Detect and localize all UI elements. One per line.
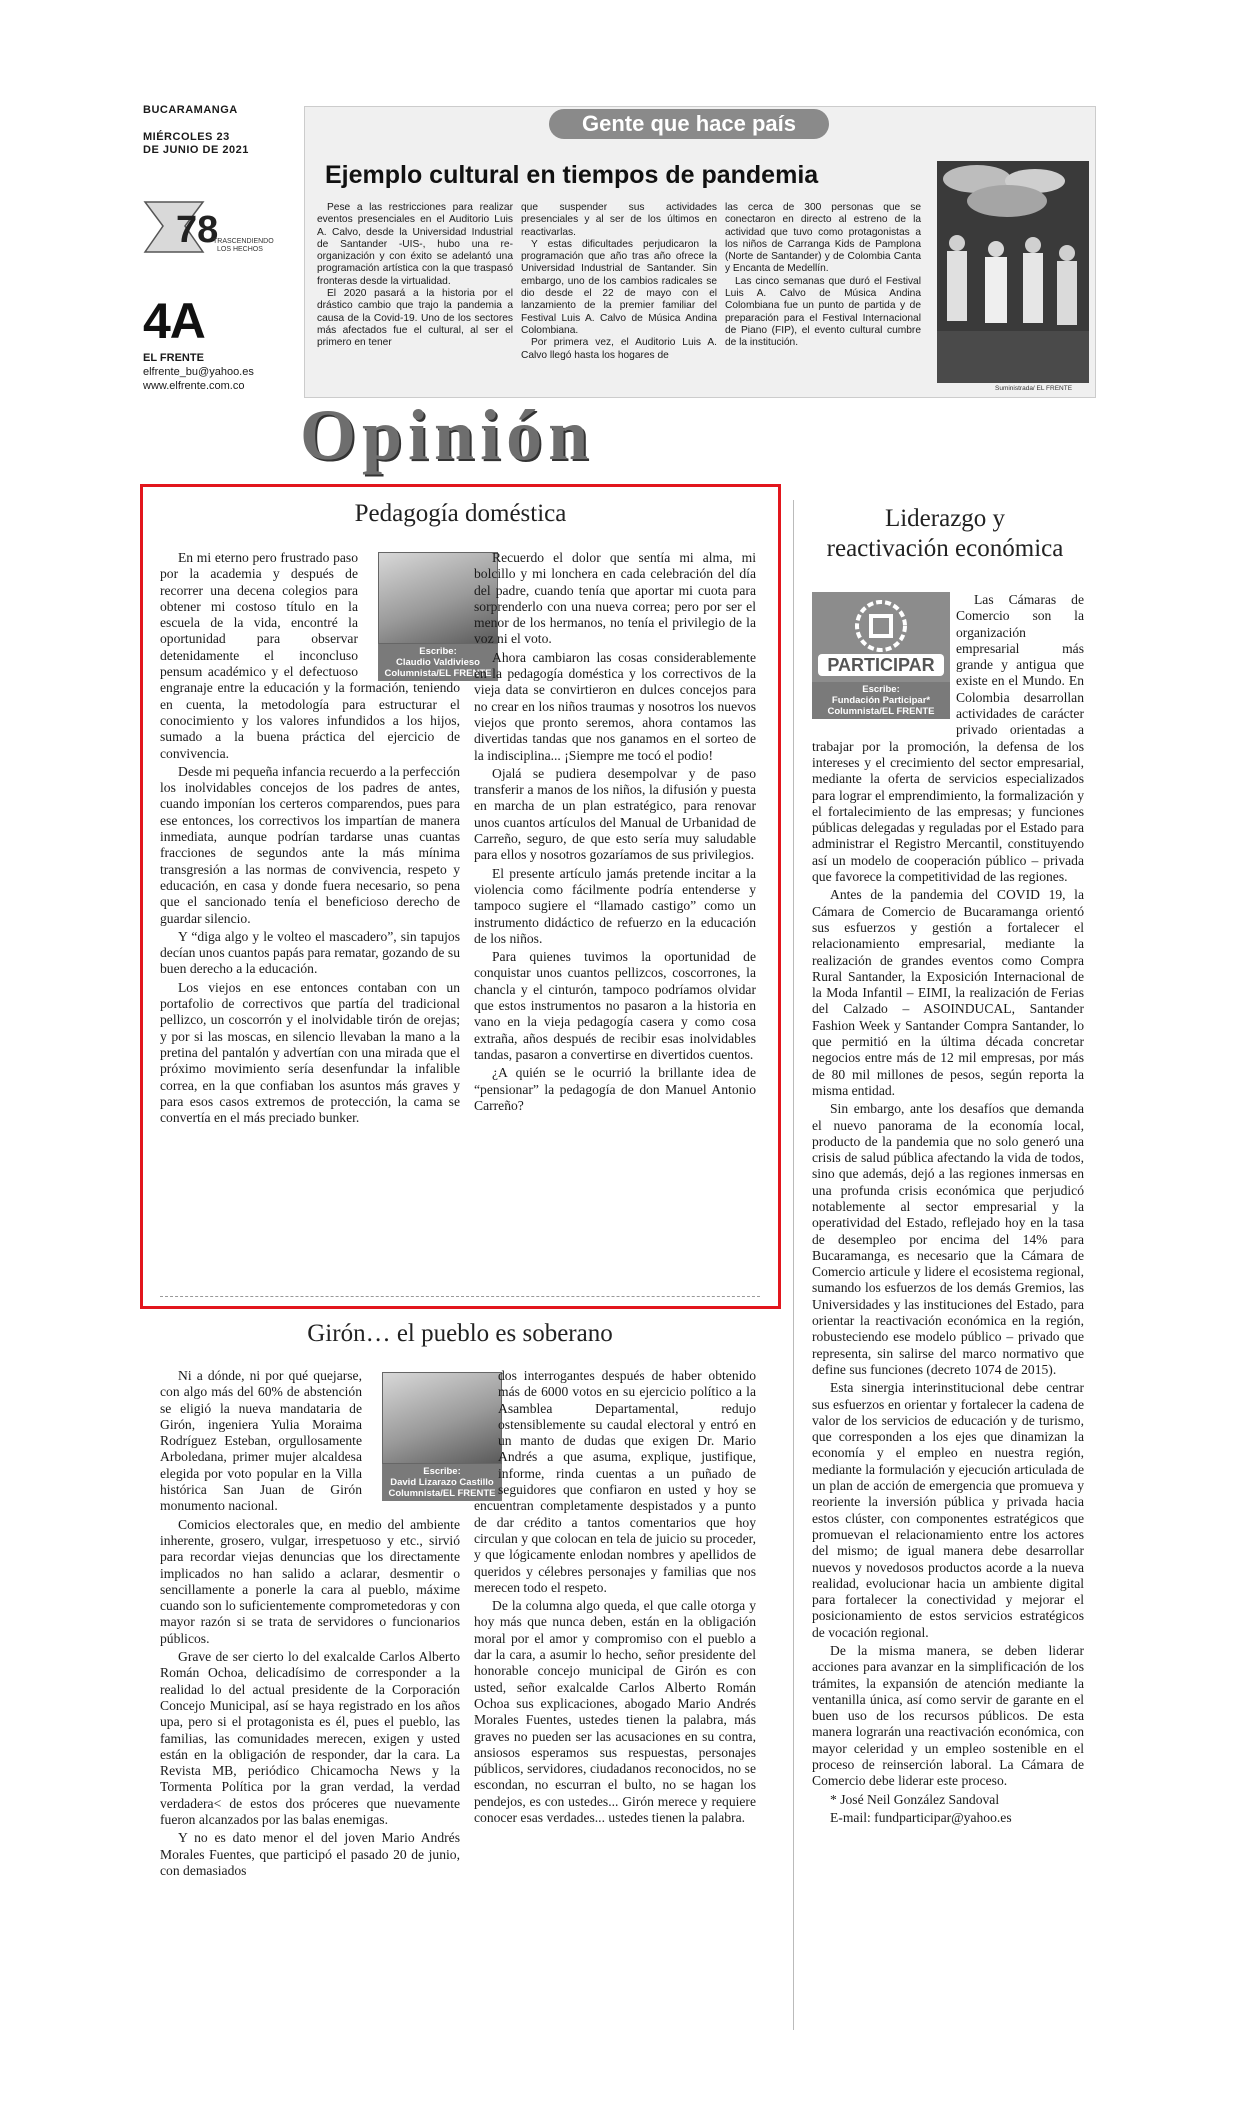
article3-title — [800, 504, 1090, 564]
section-title: Opinión — [300, 395, 595, 475]
byline-name: David Lizarazo Castillo — [390, 1477, 494, 1488]
byline-role: Columnista/EL FRENTE — [827, 706, 935, 717]
feature-para: las cerca de 300 personas que se conectaron en directo al estreno de la actividad que tuvo como protagonistas a los niños de Carranga Kids de Pamplona (Norte de Santander) y de Colombia Canta y Encanta de Medellín. — [725, 202, 921, 275]
article1-col-1 — [160, 550, 460, 1128]
article1-para: Los viejos en ese entonces contaban con un portafolio de correctivos que partía del tradicional pellizco, un coscorrón y el inolvidable tirón de orejas; y por si las moscas, en silencio llevaban la mano a la pretina del pantalón y advertían con una mirada que el próximo movimiento sería desenfundar la infalible correa, en la que confiaban los asuntos más graves y para esos casos extremos de protección, la cama se convertía en el más preciado bunker. — [160, 979, 460, 1126]
article3-intro: Las Cámaras de Comercio son la organización empresarial más grande y antigua que existe en el Mundo. En Colombia desarrollan actividades de carácter privado orientadas a trabajar por la promoción, la defensa de los intereses y el crecimiento del sector empresarial, mediante la oferta de servicios especializados para lograr el emprendimiento, la formalización y el fortalecimiento de las empresas; y funciones públicas delegadas y reguladas por el Estado para administrar el Registro Mercantil, constituyendo así un modelo de cooperación público – privada que favorece la competitividad de las regiones. — [812, 592, 1084, 885]
article3-title-line-1: Liderazgo y — [884, 505, 1006, 532]
article1-col-2 — [474, 550, 756, 1116]
anniversary-number: 78 — [176, 209, 219, 251]
article3-para: Esta sinergia interinstitucional debe centrar sus esfuerzos en orientar y fortalecer la cadena de valor de los servicios de educación y de turismo, que corresponden a los ejes que dinamizan la economía y el empleo en nuestra región, mediante la formulación y ejecución articulada de un plan de acción de emergencia que promueva y reoriente la inversión pública y privada hacia estos clúster, con componentes estratégicos que promuevan el relacionamiento entre los actores del mismo; de igual manera debe desarrollar nuevos y novedosos productos acorde a la nueva realidad, evolucionar hacia un ambiente digital para fortalecer la conectividad y mejorar el posicionamiento de estos servicios estratégicos de vocación regional. — [812, 1380, 1084, 1640]
byline-label: Escribe: — [423, 1466, 461, 1477]
paper-email: elfrente_bu@yahoo.es — [143, 366, 254, 378]
article1-para: ¿A quién se le ocurrió la brillante idea de “pensionar” la pedagogía de don Manuel Antonio Carreño? — [474, 1065, 756, 1113]
article1-para: Ahora cambiaron las cosas considerablemente en la pedagogía doméstica y los correctivos de la vieja data se convirtieron en dulces concejos para no crear en los niños traumas y nosotros los nuevos viejos que pronto seremos, ahora contamos las divertidas tandas que nos ganamos en el sorteo de la indisciplina... ¡Siempre me tocó el podio! — [474, 649, 756, 763]
article3-body — [812, 592, 1084, 1828]
date-line-1: MIÉRCOLES 23 — [143, 131, 230, 143]
feature-col-2 — [521, 202, 717, 362]
logo-tagline-1: TRASCENDIENDO — [213, 238, 274, 245]
article1-para: Desde mi pequeña infancia recuerdo a la perfección los inolvidables concejos de los padres de antes, cuando imponían los certeros comparendos, pues para ese entonces, los correctivos los impartían de manera inmediata, aunque podrían tardarse unas cuantas fracciones de segundos ante la más mínima transgresión a las normas de convivencia, respeto y educación, en casa y donde fuera necesario, so pena que el sancionado tenía el beneficioso derecho de guardar silencio. — [160, 763, 460, 926]
article1-para: Y “diga algo y le volteo el mascadero”, sin tapujos decían unos cuantos papás para rematar, gozando de su buen derecho a la educación. — [160, 928, 460, 977]
article2-para: Grave de ser cierto lo del exalcalde Carlos Alberto Román Ochoa, delicadísimo de corresponder a la realidad lo del actual presidente de la Corporación Concejo Municipal, así se haya registrado en los años upa, pero si el protagonista es él, pues el pueblo, las familias, las comunidades merecen, exigen y usted están en la obligación de responder, dar la cara. La Revista MB, periódico Chicamocha News y la Tormenta Política por la gran verdad, la verdad verdadera< de estos dos próceres que nuevamente fueron alcanzados por las balas enemigas. — [160, 1649, 460, 1828]
article3-title-line-2: reactivación económica — [826, 535, 1064, 562]
feature-para: Pese a las restricciones para realizar eventos presenciales en el Auditorio Luis A. Calvo, desde la Universidad Industrial de Santander -UIS-, hubo una re- organización y con éxito se adelantó una programación artística con la que traspasó fronteras desde la virtualidad. — [317, 202, 513, 287]
article1-para: Recuerdo el dolor que sentía mi alma, mi bolcillo y mi lonchera en cada celebración del día del padre, cuando tenía que aportar mi cuota para sorprenderlo con una nueva correa; pero por ser el menor de los hermanos, no tenía el privilegio de la voz ni el voto. — [474, 550, 756, 647]
article1-divider — [160, 1296, 760, 1297]
photo-credit: Suministrada/ EL FRENTE — [995, 385, 1073, 392]
feature-para: Por primera vez, el Auditorio Luis A. Calvo llegó hasta los hogares de — [521, 337, 717, 361]
article2-para: dos interrogantes después de haber obtenido más de 6000 votos en su ejercicio político a la Asamblea Departamental, redujo ostensiblemente su caudal electoral y entró en un manto de dudas que exigen Dr. Mario Andrés a que asuma, explique, justifique, informe, rinda cuentas a un puñado de seguidores que confiaron en usted y hoy se encuentran completamente despistados y a punto de dar crédito a tantos comentarios que hoy circulan y que colocan en tela de juicio su proceder, y que lógicamente enlodan nombres y apellidos de queridos y célebres personajes y familias que nos merecen todo el respeto. — [474, 1368, 756, 1595]
article3-para: Sin embargo, ante los desafíos que demanda el nuevo panorama de la economía local, producto de la pandemia que no solo generó una crisis de salud pública afectando la vida de todos, sino que además, dejó a las regiones inmersas en una profunda crisis económica que perjudicó notablemente al sector empresarial y la operatividad del Estado, reflejado hoy en la tasa de desempleo por encima del 14% para Bucaramanga, es necesario que la Cámara de Comercio articule y lidere el ecosistema regional, sumando los esfuerzos de los demás Gremios, las Universidades y las instituciones del Estado, para orientar la reactivación económica en la región, robusteciendo ese modelo público – privado que representa, sin salirse del marco normativo que define sus funciones (decreto 1074 de 2015). — [812, 1101, 1084, 1377]
article1-title: Pedagogía doméstica — [354, 500, 567, 527]
column-rule — [793, 500, 794, 2030]
article1-para: Para quienes tuvimos la oportunidad de conquistar unos cuantos pellizcos, coscorrones, la chancla y el cinturón, tampoco podríamos olvidar que estos instrumentos no pasaron a la historia en vano en la vieja pedagogía casera y como cosa extraña, años después de recibir esas inolvidables tandas, pasaron a convertirse en divertidos cuentos. — [474, 949, 756, 1062]
article3-signature-email: E-mail: fundparticipar@yahoo.es — [830, 1809, 1012, 1825]
byline-label: Escribe: — [419, 646, 457, 657]
article2-para: Y no es dato menor el del joven Mario Andrés Morales Fuentes, que participó el pasado 20 de junio, con demasiados — [160, 1830, 460, 1878]
paper-website: www.elfrente.com.co — [143, 380, 245, 392]
article3-signature: * José Neil González Sandoval — [830, 1791, 1000, 1807]
byline-name: Claudio Valdivieso — [396, 657, 480, 668]
feature-para: Las cinco semanas que duró el Festival Luis A. Calvo de Música Andina Colombiana fue un punto de partida y de preparación para el Festival Internacional de Piano (FIP), el evento cultural cumbre de la institución. — [725, 275, 921, 349]
article1-para: En mi eterno pero frustrado paso por la academia y después de recorrer una decena colegios para obtener mi costoso título en la escuela de la vida, encontré la oportunidad para observar detenidamente el inconcluso pensum académico y el defectuoso engranaje entre la educación y la formación, teniendo en cuenta, la metodología para estructurar el conocimiento y los valores infundidos a los hijos, sumado a la buena práctica del ejercicio de convivencia. — [160, 550, 460, 761]
article3-para: De la misma manera, se deben liderar acciones para avanzar en la simplificación de los trámites, la expansión de atención mediante la ventanilla única, así como servir de garante en el buen uso de los recursos públicos. De esta manera lograrán una reactivación económica, con mayor celeridad y un empleo sostenible en el proceso de reinserción laboral. La Cámara de Comercio debe liderar este proceso. — [812, 1643, 1084, 1789]
feature-photo — [937, 161, 1089, 383]
article2-para: De la columna algo queda, el que calle otorga y hoy más que nunca deben, están en la obligación moral por el amor y compromiso con el pueblo a dar la cara, a asumir lo hecho, señor presidente del honorable concejo municipal de Girón es con usted, señor exalcalde Carlos Alberto Román Ochoa sus explicaciones, abogado Mario Andrés Morales Fuentes, ustedes tienen la palabra, más graves no pueden ser las acusaciones en su contra, ansiosos esperamos sus respuestas, personajes públicos, servidores, ciudadanos reconocidos, no se escondan, no escurran el bulto, no se hagan los pendejos, es con ustedes... Girón merece y requiere conocer esas verdades... ustedes tienen la palabra. — [474, 1598, 756, 1826]
feature-para: que suspender sus actividades presenciales y al ser de los últimos en reactivarlas. — [521, 202, 717, 238]
article1-para: El presente artículo jamás pretende incitar a la violencia como fácilmente podría entenderse y tampoco sugiere el “llamado castigo” como un instrumento didáctico de refuerzo en la educación de los niños. — [474, 865, 756, 946]
participar-logo-text: PARTICIPAR — [827, 655, 935, 675]
article1-para: Ojalá se pudiera desempolvar y de paso transferir a manos de los niños, la difusión y puesta en marcha de un plan estratégico, para renovar unos cuantos artículos del Manual de Urbanidad de Carreño, seguro, de que esto sería muy saludable para ellos y nosotros gozaríamos de sus privilegios. — [474, 765, 756, 863]
byline-label: Escribe: — [862, 684, 900, 695]
byline-role: Columnista/EL FRENTE — [388, 1488, 496, 1499]
logo-tagline-2: LOS HECHOS — [217, 246, 263, 253]
feature-box — [304, 106, 1096, 398]
city-label: BUCARAMANGA — [143, 104, 238, 116]
dancers-photo-icon — [937, 161, 1089, 383]
byline-role: Columnista/EL FRENTE — [384, 668, 492, 679]
anniversary-logo — [143, 196, 273, 258]
feature-banner: Gente que hace país — [549, 109, 829, 139]
article2-col-1 — [160, 1368, 460, 1881]
page-number: 4A — [143, 293, 205, 349]
feature-para: El 2020 pasará a la historia por el drástico cambio que trajo la pandemia a causa de la Covid-19. Uno de los sectores más afectados fue el cultural, al ser el primero en tener — [317, 288, 513, 349]
date-line-2: DE JUNIO DE 2021 — [143, 144, 249, 156]
article2-col-2 — [474, 1368, 756, 1828]
article2-title: Girón… el pueblo es soberano — [307, 1320, 613, 1347]
byline-name: Fundación Participar* — [831, 695, 931, 706]
feature-para: Y estas dificultades perjudicaron la programación que año tras año ofrece la Universidad Industrial de Santander. Sin embargo, uno de los cambios radicales se dio desde el 22 de mayo con el lanzamiento de la premier familiar del Festival Luis A. Calvo de Música Andina Colombiana. — [521, 238, 717, 336]
article2-para: Comicios electorales que, en medio del ambiente inherente, grosero, vulgar, irrespetuoso y etc., sirvió para recordar viejas denuncias que los directamente implicados no han salido a aclarar, desmentir o sencillamente a ponerle la cara al pueblo, máxime cuando son lo suficientemente comprometedoras y con mayor razón si se trata de servidores o funcionarios públicos. — [160, 1516, 460, 1646]
feature-col-3 — [725, 202, 921, 350]
feature-col-1 — [317, 202, 513, 350]
article3-para: Antes de la pandemia del COVID 19, la Cámara de Comercio de Bucaramanga orientó sus esfuerzos y gestión a fortalecer el relacionamiento empresarial, mediante la realización de grandes eventos como Compra Rural Santander, la Exposición Internacional de la Moda Infantil – EIMI, la realización de Ferias del Calzado – ASOINDUCAL, Santander Fashion Week y Santander Compra Santander, lo que permitió en la última década concretar negocios entre más de 12 mil empresas, por más de 80 mil millones de pesos, según reporta la misma entidad. — [812, 887, 1084, 1098]
article2-para: Ni a dónde, ni por qué quejarse, con algo más del 60% de abstención se eligió la nueva mandataria de Girón, ingeniera Yulia Moraima Rodríguez Esteban, orgullosamente Arboledana, primer mujer alcaldesa elegida por voto popular en la Villa histórica San Juan de Girón monumento nacional. — [160, 1368, 362, 1514]
paper-name: EL FRENTE — [143, 352, 204, 364]
feature-title: Ejemplo cultural en tiempos de pandemia — [325, 161, 819, 189]
